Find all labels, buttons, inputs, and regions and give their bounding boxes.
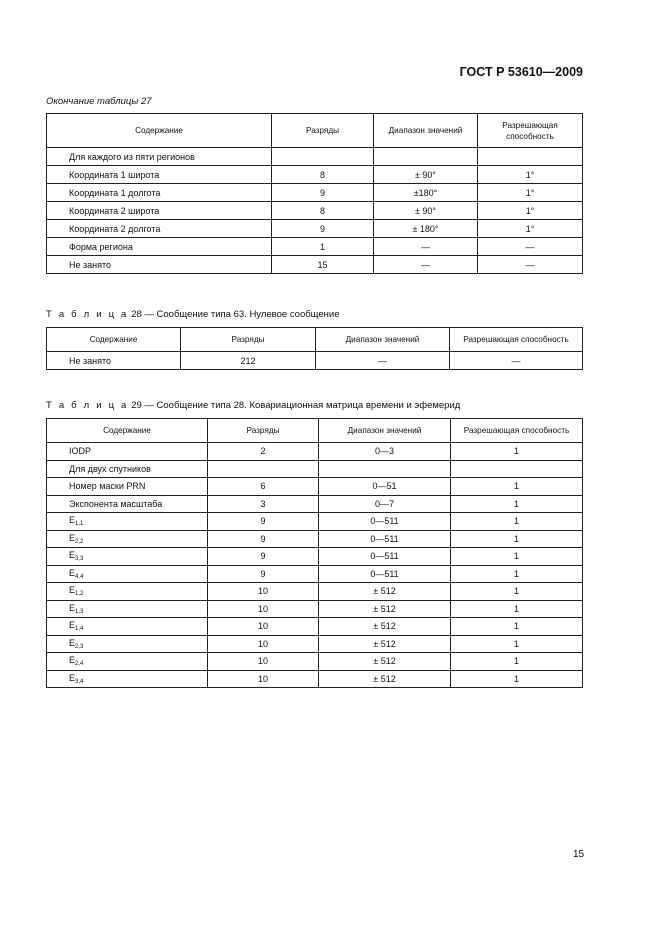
- table-row: [47, 443, 583, 461]
- cell-content-text: Экспонента масштаба: [69, 498, 163, 509]
- cell-resolution: 1°: [478, 166, 583, 184]
- cell-range: 0—511: [319, 565, 451, 583]
- table-row: [47, 220, 583, 238]
- cell-resolution: —: [478, 256, 583, 274]
- cell-content: [47, 670, 208, 688]
- col-header-bits: Разряды: [181, 328, 316, 352]
- cell-content: [47, 478, 208, 496]
- cell-content-text: E: [69, 567, 76, 578]
- cell-bits: 9: [208, 565, 319, 583]
- cell-resolution: 1: [451, 600, 583, 618]
- table-row: [47, 600, 583, 618]
- cell-range: 0—511: [319, 530, 451, 548]
- cell-range: ± 512: [319, 618, 451, 636]
- cell-content: [47, 600, 208, 618]
- table-row: [47, 548, 583, 566]
- cell-content-subscript: 2,3: [75, 643, 84, 650]
- cell-bits: 10: [208, 653, 319, 671]
- cell-range: 0—511: [319, 513, 451, 531]
- cell-content-subscript: 3,3: [75, 556, 84, 563]
- cell-bits: 6: [208, 478, 319, 496]
- cell-bits: 10: [208, 670, 319, 688]
- standard-number: ГОСТ Р 53610—2009: [459, 65, 583, 79]
- cell-resolution: 1: [451, 530, 583, 548]
- cell-content-subscript: 1,4: [75, 626, 84, 633]
- cell-bits: 212: [181, 352, 316, 370]
- cell-range: —: [374, 238, 478, 256]
- table-row: [47, 238, 583, 256]
- cell-resolution: 1: [451, 635, 583, 653]
- col-header-resolution: Разрешающая способность: [451, 419, 583, 443]
- page-number: 15: [573, 849, 585, 860]
- cell-bits: 10: [208, 635, 319, 653]
- col-header-bits: Разряды: [208, 419, 319, 443]
- cell-range: ± 90°: [374, 202, 478, 220]
- table-row: [47, 202, 583, 220]
- cell-content: [47, 653, 208, 671]
- cell-resolution: 1: [451, 443, 583, 461]
- col-header-bits: Разряды: [272, 114, 374, 148]
- table28-caption-text: 28 — Сообщение типа 63. Нулевое сообщение: [131, 309, 340, 320]
- table-28: [46, 327, 583, 370]
- table-28-body: [47, 352, 583, 370]
- cell-content-text: E: [69, 672, 76, 683]
- table-29: [46, 418, 583, 688]
- cell-resolution: 1: [451, 653, 583, 671]
- cell-content-text: E: [69, 585, 76, 596]
- cell-content: Координата 2 широта: [47, 202, 272, 220]
- cell-resolution: 1°: [478, 202, 583, 220]
- cell-content: Координата 2 долгота: [47, 220, 272, 238]
- cell-bits: [208, 460, 319, 478]
- table29-caption-text: 29 — Сообщение типа 28. Ковариационная матрица времени и эфемерид: [131, 400, 461, 411]
- cell-content: [47, 635, 208, 653]
- cell-range: ± 512: [319, 600, 451, 618]
- cell-range: 0—3: [319, 443, 451, 461]
- cell-content: Форма региона: [47, 238, 272, 256]
- cell-bits: 9: [208, 548, 319, 566]
- cell-bits: 8: [272, 166, 374, 184]
- cell-resolution: [451, 460, 583, 478]
- cell-bits: 10: [208, 618, 319, 636]
- col-header-range: Диапазон значений: [319, 419, 451, 443]
- table-row: [47, 583, 583, 601]
- cell-bits: 2: [208, 443, 319, 461]
- cell-bits: [272, 148, 374, 166]
- cell-range: ± 512: [319, 653, 451, 671]
- cell-resolution: 1°: [478, 184, 583, 202]
- cell-resolution: 1: [451, 513, 583, 531]
- cell-range: ± 512: [319, 583, 451, 601]
- table29-caption: [46, 400, 460, 411]
- cell-content-text: E: [69, 515, 76, 526]
- cell-resolution: 1: [451, 618, 583, 636]
- cell-range: 0—7: [319, 495, 451, 513]
- cell-content-text: E: [69, 655, 76, 666]
- cell-bits: 9: [208, 513, 319, 531]
- table-29-body: [47, 443, 583, 688]
- table-27: [46, 113, 583, 274]
- table-row: [47, 530, 583, 548]
- cell-resolution: 1: [451, 670, 583, 688]
- table-row: [47, 670, 583, 688]
- table-row: [47, 184, 583, 202]
- cell-range: 0—511: [319, 548, 451, 566]
- cell-bits: 1: [272, 238, 374, 256]
- table-27-body: [47, 148, 583, 274]
- cell-content-subscript: 4,4: [75, 573, 84, 580]
- cell-content: [47, 583, 208, 601]
- table28-caption-prefix: Т а б л и ц а: [46, 309, 129, 320]
- cell-content: Для каждого из пяти регионов: [47, 148, 272, 166]
- cell-content-subscript: 1,1: [75, 521, 84, 528]
- table-row: [47, 565, 583, 583]
- cell-content-text: Для двух спутников: [69, 463, 151, 474]
- cell-content-text: E: [69, 637, 76, 648]
- cell-content: [47, 548, 208, 566]
- table-row: [47, 460, 583, 478]
- cell-range: ±180°: [374, 184, 478, 202]
- cell-range: ± 512: [319, 670, 451, 688]
- table-row: [47, 166, 583, 184]
- table-row: [47, 256, 583, 274]
- cell-bits: 10: [208, 583, 319, 601]
- cell-content: Координата 1 широта: [47, 166, 272, 184]
- cell-resolution: 1: [451, 548, 583, 566]
- table-row: [47, 513, 583, 531]
- cell-content-text: E: [69, 550, 76, 561]
- cell-range: —: [374, 256, 478, 274]
- cell-resolution: 1°: [478, 220, 583, 238]
- cell-content-text: E: [69, 620, 76, 631]
- col-header-resolution: Разрешающая способность: [450, 328, 583, 352]
- cell-content-subscript: 2,4: [75, 661, 84, 668]
- col-header-range: Диапазон значений: [316, 328, 450, 352]
- cell-range: ± 180°: [374, 220, 478, 238]
- table-row: [47, 478, 583, 496]
- cell-content-text: E: [69, 602, 76, 613]
- cell-content-subscript: 1,2: [75, 591, 84, 598]
- cell-range: [319, 460, 451, 478]
- table-row: [47, 653, 583, 671]
- cell-resolution: —: [450, 352, 583, 370]
- cell-bits: 9: [208, 530, 319, 548]
- cell-content: [47, 460, 208, 478]
- cell-content: [47, 495, 208, 513]
- cell-range: ± 90°: [374, 166, 478, 184]
- table-row: [47, 635, 583, 653]
- col-header-content: Содержание: [47, 114, 272, 148]
- cell-content-text: E: [69, 532, 76, 543]
- table-row: [47, 148, 583, 166]
- cell-content: Не занято: [47, 352, 181, 370]
- cell-content-subscript: 2,2: [75, 538, 84, 545]
- table-row: [47, 352, 583, 370]
- cell-bits: 10: [208, 600, 319, 618]
- cell-content: [47, 565, 208, 583]
- col-header-range: Диапазон значений: [374, 114, 478, 148]
- cell-resolution: 1: [451, 583, 583, 601]
- col-header-resolution: Разрешающая способность: [478, 114, 583, 148]
- cell-bits: 3: [208, 495, 319, 513]
- cell-content: [47, 513, 208, 531]
- cell-content: Координата 1 долгота: [47, 184, 272, 202]
- cell-range: ± 512: [319, 635, 451, 653]
- cell-content: Не занято: [47, 256, 272, 274]
- table-row: [47, 495, 583, 513]
- cell-range: —: [316, 352, 450, 370]
- cell-bits: 15: [272, 256, 374, 274]
- table-row: [47, 618, 583, 636]
- cell-content-subscript: 3,4: [75, 678, 84, 685]
- cell-resolution: [478, 148, 583, 166]
- cell-bits: 9: [272, 184, 374, 202]
- cell-resolution: 1: [451, 478, 583, 496]
- cell-bits: 9: [272, 220, 374, 238]
- cell-content-text: Номер маски PRN: [69, 481, 146, 492]
- cell-content-text: IODP: [69, 446, 92, 457]
- cell-bits: 8: [272, 202, 374, 220]
- cell-content-subscript: 1,3: [75, 608, 84, 615]
- col-header-content: Содержание: [47, 328, 181, 352]
- cell-content: [47, 530, 208, 548]
- table29-caption-prefix: Т а б л и ц а: [46, 400, 129, 411]
- cell-range: [374, 148, 478, 166]
- table27-caption: Окончание таблицы 27: [46, 96, 152, 107]
- cell-resolution: —: [478, 238, 583, 256]
- cell-content: [47, 443, 208, 461]
- cell-range: 0—51: [319, 478, 451, 496]
- cell-resolution: 1: [451, 565, 583, 583]
- cell-content: [47, 618, 208, 636]
- col-header-content: Содержание: [47, 419, 208, 443]
- cell-resolution: 1: [451, 495, 583, 513]
- table28-caption: [46, 309, 340, 320]
